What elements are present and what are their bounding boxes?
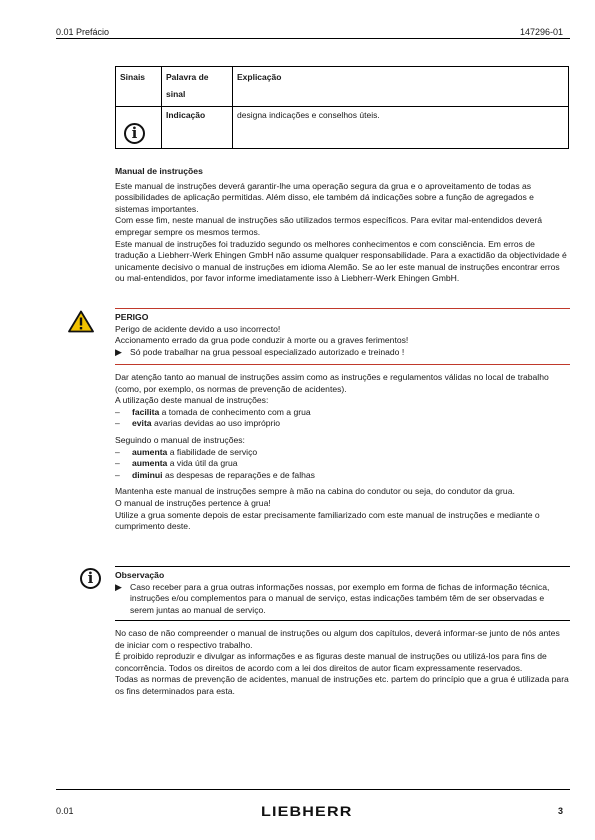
table-header: Palavra de sinal [162,67,233,107]
closing-section [115,628,570,698]
danger-title: PERIGO [115,312,149,322]
note-item: ▶ Caso receber para a grua outras informações nossas, por exemplo em forma de fichas de informação técnica, instruções e/ou complementos para o manual de serviço, estas indicações também têm de ser observadas e serem juntas ao manual de serviço. [115,581,550,615]
paragraph: Todas as normas de prevenção de acidentes, manual de instruções etc. partem do princípio que a grua é utilizada para os fins determinados para esta. [115,674,569,696]
paragraph: Seguindo o manual de instruções: [115,434,245,445]
table-cell-explanation: designa indicações e conselhos úteis. [233,107,569,149]
header-rule [56,38,570,39]
paragraph: Com esse fim, neste manual de instruções são utilizados termos específicos. Para evitar mal-entendidos deverá empregar sempre os mesmos termos. [115,215,543,237]
usage-section [115,372,570,533]
danger-line: Perigo de acidente devido a uso incorrecto! [115,323,281,334]
list-item: – evita avarias devidas ao uso impróprio [115,418,281,429]
table-header: Sinais [116,67,162,107]
paragraph: Este manual de instruções deverá garantir-lhe uma operação segura da grua e o aproveitamento de todas as possibilidades de aplicação permitidas. Além disso, ele também dá indicações sobre a função de agregados e sistemas importantes. [115,180,534,214]
header-doc-number: 147296-01 [519,27,563,37]
table-cell-icon [116,107,162,149]
danger-action: ▶ Só pode trabalhar na grua pessoal especializado autorizado e treinado ! [115,346,405,357]
paragraph: Dar atenção tanto ao manual de instruções assim como as instruções e regulamentos válidas no local de trabalho (como, por exemplo, os normas de prevenção de acidentes). [115,372,549,394]
list-item: – aumenta a vida útil da grua [115,458,238,469]
danger-bottom-rule [115,364,570,365]
warning-icon [68,310,94,333]
paragraph: O manual de instruções pertence à grua! [115,497,271,508]
header-section: 0.01 Prefácio [56,27,110,37]
danger-line: Accionamento errado da grua pode conduzir à morte ou a graves ferimentos! [115,335,409,346]
danger-top-rule [115,308,570,309]
table-cell-word: Indicação [162,107,233,149]
table-row [116,107,569,149]
note-box [115,570,570,616]
table-header: Explicação [233,67,569,107]
paragraph: Este manual de instruções foi traduzido segundo os melhores conhecimentos e com consciência. Em erros de tradução a Liebherr-Werk Ehingen GmbH não assume qualquer responsabilidade. Para a exactidão da objectividade é unicamente decisivo o manual de instruções em idioma Alemão. Se ao ler este manual de instruções encontrar erros ou mal-entendidos, por favor informe imediatamente isso à Liebherr-Werk Ehingen GmbH. [115,238,567,284]
signals-table [115,66,569,149]
list-item: – aumenta a fiabilidade de serviço [115,446,258,457]
paragraph: É proibido reproduzir e divulgar as informações e as figuras deste manual de instruções ou utilizá-los para fins de concorrência. Todos os direitos de acordo com a lei dos direitos de autor ficam expressamente reservados. [115,651,547,673]
table-header-row [116,67,569,107]
note-top-rule [115,566,570,567]
paragraph: Utilize a grua somente depois de estar precisamente familiarizado com este manual de instruções e mediante o cumprimento deste. [115,509,540,532]
manual-section [115,166,570,285]
section-title: Manual de instruções [115,166,203,176]
list-item: – diminui as despesas de reparações e de falhas [115,469,315,480]
danger-box [115,312,570,358]
info-icon: i [80,568,101,589]
note-title: Observação [115,570,165,580]
footer-section: 0.01 [56,806,74,816]
paragraph: No caso de não compreender o manual de instruções ou algum dos capítulos, deverá informar-se junto de nós antes de iniciar com o respectivo trabalho. [115,628,560,650]
list-item: – facilita a tomada de conhecimento com a grua [115,406,311,417]
info-icon: i [124,123,145,144]
arrow-right-icon: ▶ [115,346,122,357]
paragraph: A utilização deste manual de instruções: [115,395,269,406]
footer-rule [56,789,570,790]
paragraph: Mantenha este manual de instruções sempre à mão na cabina do condutor ou seja, do condutor da grua. [115,486,515,497]
page-number: 3 [557,806,563,816]
note-bottom-rule [115,620,570,621]
liebherr-logo: LIEBHERR [261,803,353,819]
arrow-right-icon: ▶ [115,581,122,592]
